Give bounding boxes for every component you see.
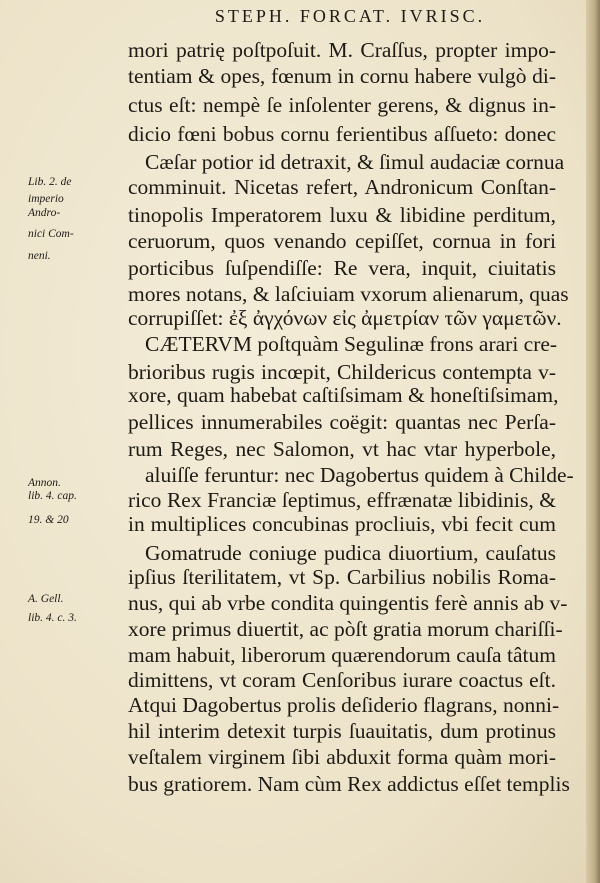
text-line: ctus eſt: nempè ſe inſolenter gerens, & dignus in- (128, 93, 556, 117)
text-line: bus gratiorem. Nam cùm Rex addictus eſſet templis (128, 772, 570, 796)
text-line: mam habuit, liberorum quærendorum cauſa tâtum (128, 643, 556, 667)
text-line: Gomatrude coniuge pudica diuortium, cauſatus (145, 541, 556, 565)
text-line: mores notans, & laſciuiam vxorum alienarum, quas (128, 282, 569, 306)
text-line: pellices innumerabiles coëgit: quantas nec Perſa- (128, 410, 556, 434)
text-line: mori patrię poſtpoſuit. M. Craſſus, propter impo- (128, 38, 556, 62)
text-line: dicio fœni bobus cornu ferientibus aſſueto: donec (128, 122, 556, 146)
text-line: comminuit. Nicetas refert, Andronicum Conſtan- (128, 175, 556, 199)
margin-note: Annon. (28, 477, 61, 489)
text-line: nus, qui ab vrbe condita quingentis ferè annis ab v- (128, 591, 568, 615)
text-line: veſtalem virginem ſibi abduxit forma quàm mori- (128, 745, 556, 769)
margin-note: A. Gell. (28, 593, 64, 605)
margin-note: 19. & 20 (28, 514, 69, 526)
text-line: Atqui Dagobertus prolis deſiderio flagrans, nonni- (128, 693, 560, 717)
text-line: rum Reges, nec Salomon, vt hac vtar hyperbole, (128, 437, 556, 461)
margin-note: imperio (28, 193, 64, 205)
margin-note: Andro- (28, 207, 61, 219)
text-line: Cæſar potior id detraxit, & ſimul audaciæ cornua (145, 150, 565, 174)
margin-note: lib. 4. cap. (28, 490, 77, 502)
text-line: ipſius ſterilitatem, vt Sp. Carbilius nobilis Roma- (128, 565, 556, 589)
text-line: corrupiſſet: ἐξ ἀγχόνων εἰς ἀμετρίαν τῶν γαμετῶν. (128, 306, 562, 330)
text-line: in multiplices concubinas procliuis, vbi fecit cum (128, 512, 556, 536)
margin-note: neni. (28, 250, 51, 262)
page-edge (586, 0, 600, 883)
text-line: brioribus rugis incœpit, Childericus contempta v- (128, 360, 556, 384)
margin-note: Lib. 2. de (28, 176, 72, 188)
text-line: dimittens, vt coram Cenſoribus iurare coactus eſt. (128, 668, 556, 692)
text-line: aluiſſe feruntur: nec Dagobertus quidem à Childe- (145, 463, 574, 487)
margin-note: lib. 4. c. 3. (28, 612, 77, 624)
text-line: rico Rex Franciæ ſeptimus, effrænatæ libidinis, & (128, 488, 556, 512)
text-line: xore, quam habebat caſtiſsimam & honeſtiſsimam, (128, 383, 559, 407)
margin-note: nici Com- (28, 228, 74, 240)
running-header: STEPH. FORCAT. IVRISC. (214, 6, 486, 26)
text-line: porticibus ſuſpendiſſe: Re vera, inquit, ciuitatis (128, 256, 556, 280)
text-line: hil interim detexit turpis ſuauitatis, dum protinus (128, 719, 556, 743)
text-line: CÆTERVM poſtquàm Segulinæ frons arari cre- (145, 332, 558, 356)
text-line: ceruorum, quos venando cepiſſet, cornua in fori (128, 229, 556, 253)
text-line: tinopolis Imperatorem luxu & libidine perditum, (128, 203, 556, 227)
text-line: xore primus diuertit, ac pòſt gratia morum chariſſi- (128, 617, 563, 641)
text-line: tentiam & opes, fœnum in cornu habere vulgò di- (128, 64, 556, 88)
